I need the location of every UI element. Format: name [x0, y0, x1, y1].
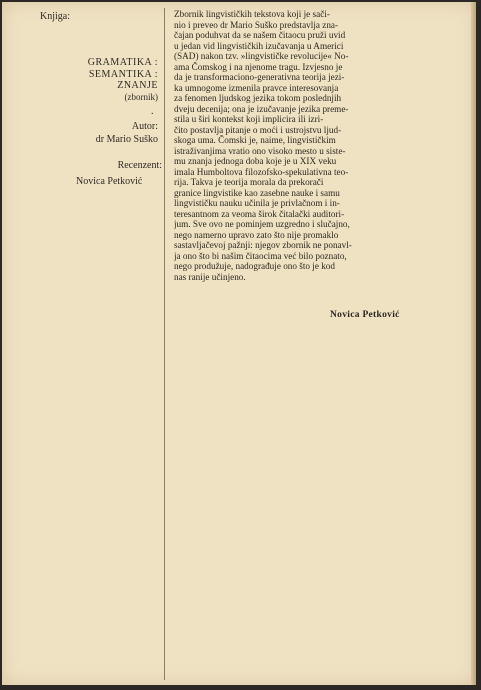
text-line: nio i preveo dr Mario Suško predstavlja zna- — [174, 19, 339, 30]
reviewer-name: Novica Petković — [76, 176, 143, 187]
text-line: istraživanjima vratio ono visoko mesto u siste- — [174, 145, 346, 156]
text-line: nego namerno upravo zato što nije promaklo — [174, 229, 339, 240]
text-line: imala Humboltova filozofsko-spekulativna teo- — [174, 166, 349, 177]
title-line-2: SEMANTIKA : — [88, 68, 158, 80]
text-line: rija. Takva je teorija morala da prekorači — [174, 177, 324, 187]
title-line-3: ZNANJE — [117, 80, 158, 91]
text-line: Zbornik lingvističkih tekstova koji je sači- — [174, 9, 330, 19]
jacket-edge — [471, 2, 476, 685]
author-block — [58, 120, 158, 146]
reviewer-block — [62, 160, 162, 188]
text-line: nego produžuje, nadograđuje ono što je kod — [174, 261, 335, 271]
book-subtitle: (zbornik) — [124, 91, 158, 102]
text-line: (SAD) nakon tzv. »lingvističke revolucije« No- — [174, 51, 349, 61]
text-line: lingvističku nauku učinila je privlačnom i in- — [174, 198, 340, 208]
separator-dot: . — [151, 106, 154, 117]
text-line: stila u širi kontekst koji implicira ili izri- — [174, 114, 324, 124]
text-line: teresantnom za veoma širok čitalački auditori- — [174, 208, 345, 219]
book-title — [58, 57, 158, 103]
text-line: mu znanja jednoga doba koje je u XIX veku — [174, 156, 337, 166]
book-label: Knjiga: — [40, 11, 70, 22]
text-line: ka umnogome izmenila pravce interesovanja — [174, 82, 339, 93]
text-line: ama Čomskog i na njenome tragu. Izvjesno je — [174, 61, 343, 72]
text-line: dveju decenija; ona je izučavanje jezika preme- — [174, 103, 349, 114]
column-divider — [164, 8, 165, 680]
text-line: sastavljačevoj pažnji: njegov zbornik ne ponavl- — [174, 240, 352, 250]
text-line: granice lingvistike kao zasebne nauke i samu — [174, 187, 340, 198]
title-line-1: GRAMATIKA : — [87, 57, 158, 68]
text-line: ja ono što bi našim čitaocima već bilo poznato, — [174, 250, 347, 261]
signature: Novica Petković — [330, 310, 400, 320]
text-line: u jedan vid lingvističkih izučavanja u Americi — [174, 40, 344, 51]
author-label: Autor: — [131, 121, 158, 132]
text-line: čajan poduhvat da se našem čitaocu pruži uvid — [174, 30, 346, 40]
text-line: da je transformaciono-generativna teorija jezi- — [174, 72, 345, 82]
text-line: jum. Sve ovo ne pominjem uzgredno i slučajno, — [174, 219, 350, 229]
author-name: dr Mario Suško — [95, 134, 158, 145]
text-line: skoga uma. Čomski je, naime, lingvističkim — [174, 135, 336, 145]
text-line: nas ranije učinjeno. — [174, 271, 246, 282]
text-line: čito postavlja pitanje o moći i ustrojstvu ljud- — [174, 124, 342, 135]
reviewer-label: Recenzent: — [117, 160, 162, 171]
text-line: za fenomen ljudskog jezika tokom poslednjih — [174, 93, 342, 103]
book-jacket-flap — [2, 2, 476, 685]
review-text — [174, 9, 430, 282]
